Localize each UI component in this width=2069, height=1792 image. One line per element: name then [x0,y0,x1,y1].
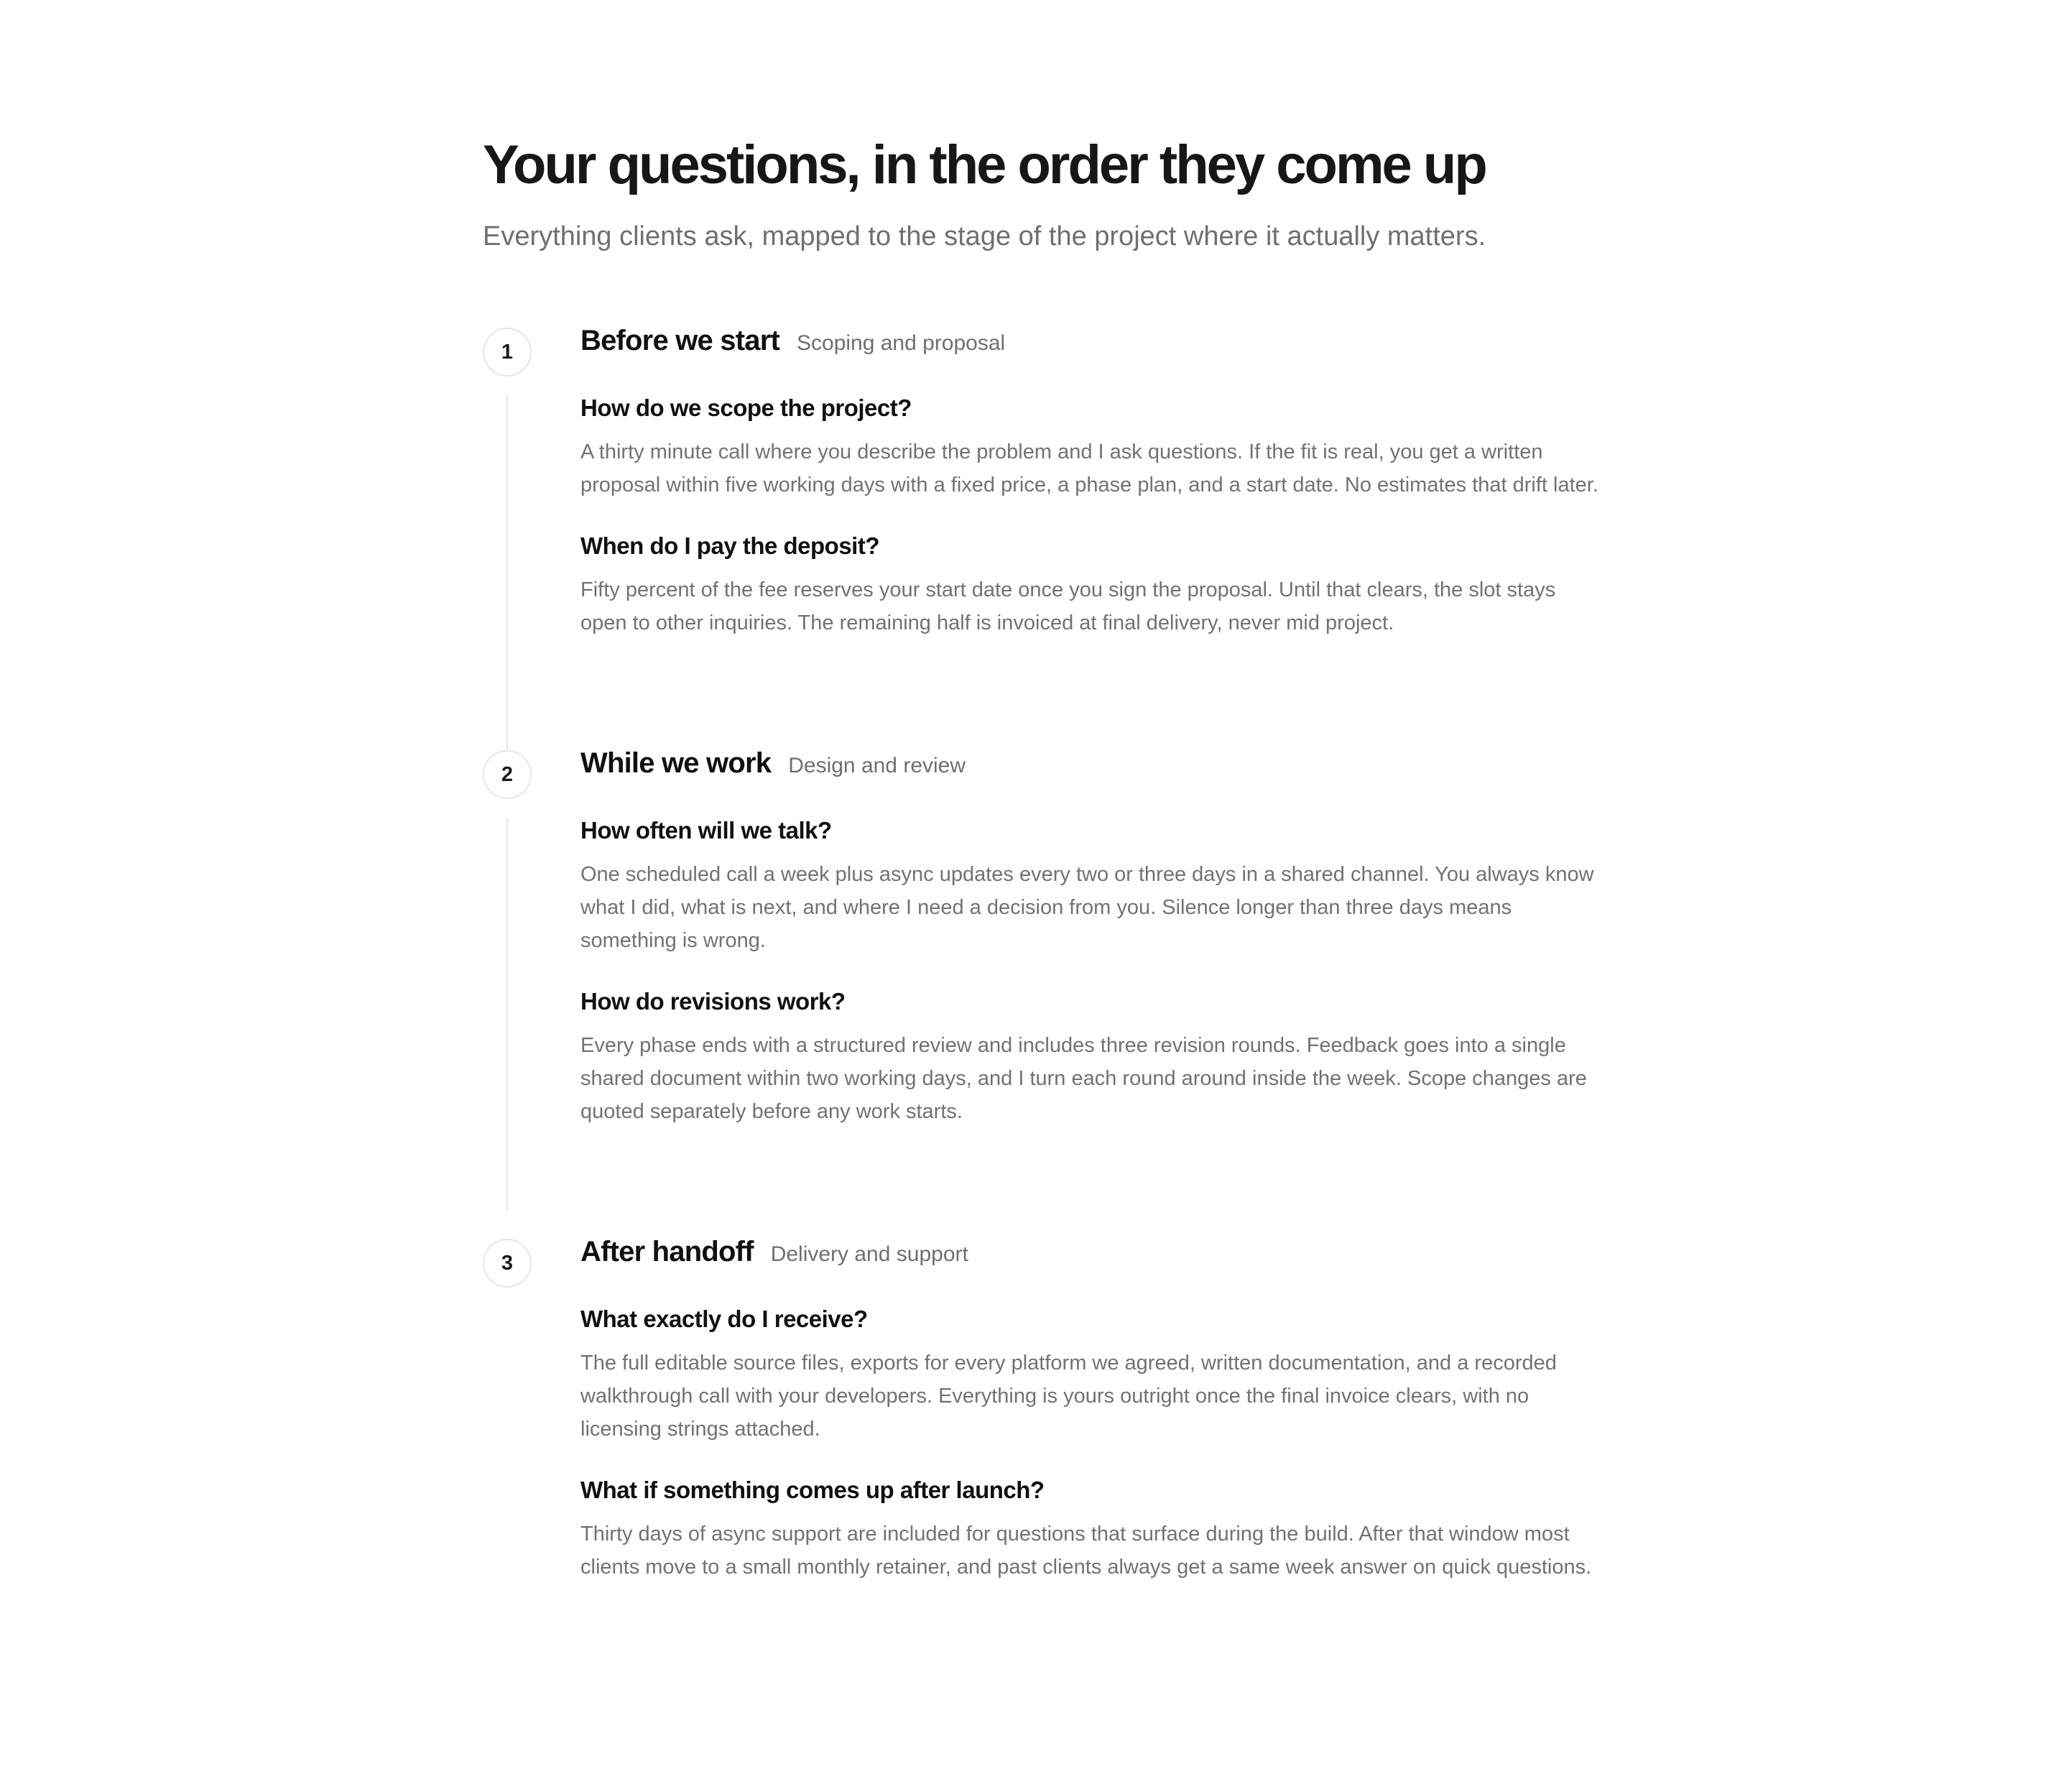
stage-title: While we work [580,747,772,779]
faq-item [580,529,1603,639]
faq-item [580,813,1603,957]
stage-after-handoff [483,1236,1603,1584]
stage-before-we-start [483,325,1603,639]
stage-header [580,1236,1603,1279]
faq-item [580,391,1603,502]
faq-answer: The full editable source files, exports for every platform we agreed, written documentation, and a recorded walkthrough call with your developers. Everything is yours outright once the final invoice clears, with no licensing strings attached. [580,1352,1557,1441]
stage-title: Before we start [580,325,779,356]
faq-answer: Every phase ends with a structured review and includes three revision rounds. Feedback goes into a single shared document within two working days, and I turn each round around inside the week. Scope changes are quoted separately before any work starts. [580,1034,1587,1123]
stage-number-badge: 2 [483,750,532,799]
faq-question: What if something comes up after launch? [580,1477,1045,1503]
faq-item [580,984,1603,1128]
page-subtitle: Everything clients ask, mapped to the stage of the project where it actually matters. [483,221,1486,251]
stage-subtitle: Delivery and support [770,1242,968,1266]
faq-question: How do revisions work? [580,988,846,1015]
stage-header [580,325,1603,368]
stage-subtitle: Design and review [788,754,966,777]
faq-question: What exactly do I receive? [580,1306,868,1332]
faq-item [580,1473,1603,1584]
faq-question: How often will we talk? [580,817,832,844]
stage-timeline [483,325,1603,1584]
stage-title: After handoff [580,1236,754,1267]
faq-content [483,129,1603,1584]
faq-item [580,1302,1603,1446]
faq-question: How do we scope the project? [580,394,912,421]
faq-answer: One scheduled call a week plus async updates every two or three days in a shared channel. You always know what I did, what is next, and where I need a decision from you. Silence longer than three days means something is wrong. [580,863,1594,952]
faq-question: When do I pay the deposit? [580,532,879,559]
faq-answer: Fifty percent of the fee reserves your start date once you sign the proposal. Until that clears, the slot stays open to other inquiries. The remaining half is invoiced at final delivery, never mid project. [580,578,1556,634]
faq-answer: A thirty minute call where you describe the problem and I ask questions. If the fit is real, you get a written proposal within five working days with a fixed price, a phase plan, and a start date. No estimates that drift later. [580,440,1598,497]
faq-answer: Thirty days of async support are included for questions that surface during the build. After that window most clients move to a small monthly retainer, and past clients always get a same week answer on quick questions. [580,1523,1592,1579]
stage-number-badge: 1 [483,328,532,377]
timeline-connector [506,818,508,1210]
page-title: Your questions, in the order they come up [483,134,1486,195]
stage-header [580,747,1603,790]
stage-while-we-work [483,747,1603,1128]
timeline-connector [506,395,508,759]
stage-subtitle: Scoping and proposal [797,331,1006,355]
stage-number-badge: 3 [483,1239,532,1288]
